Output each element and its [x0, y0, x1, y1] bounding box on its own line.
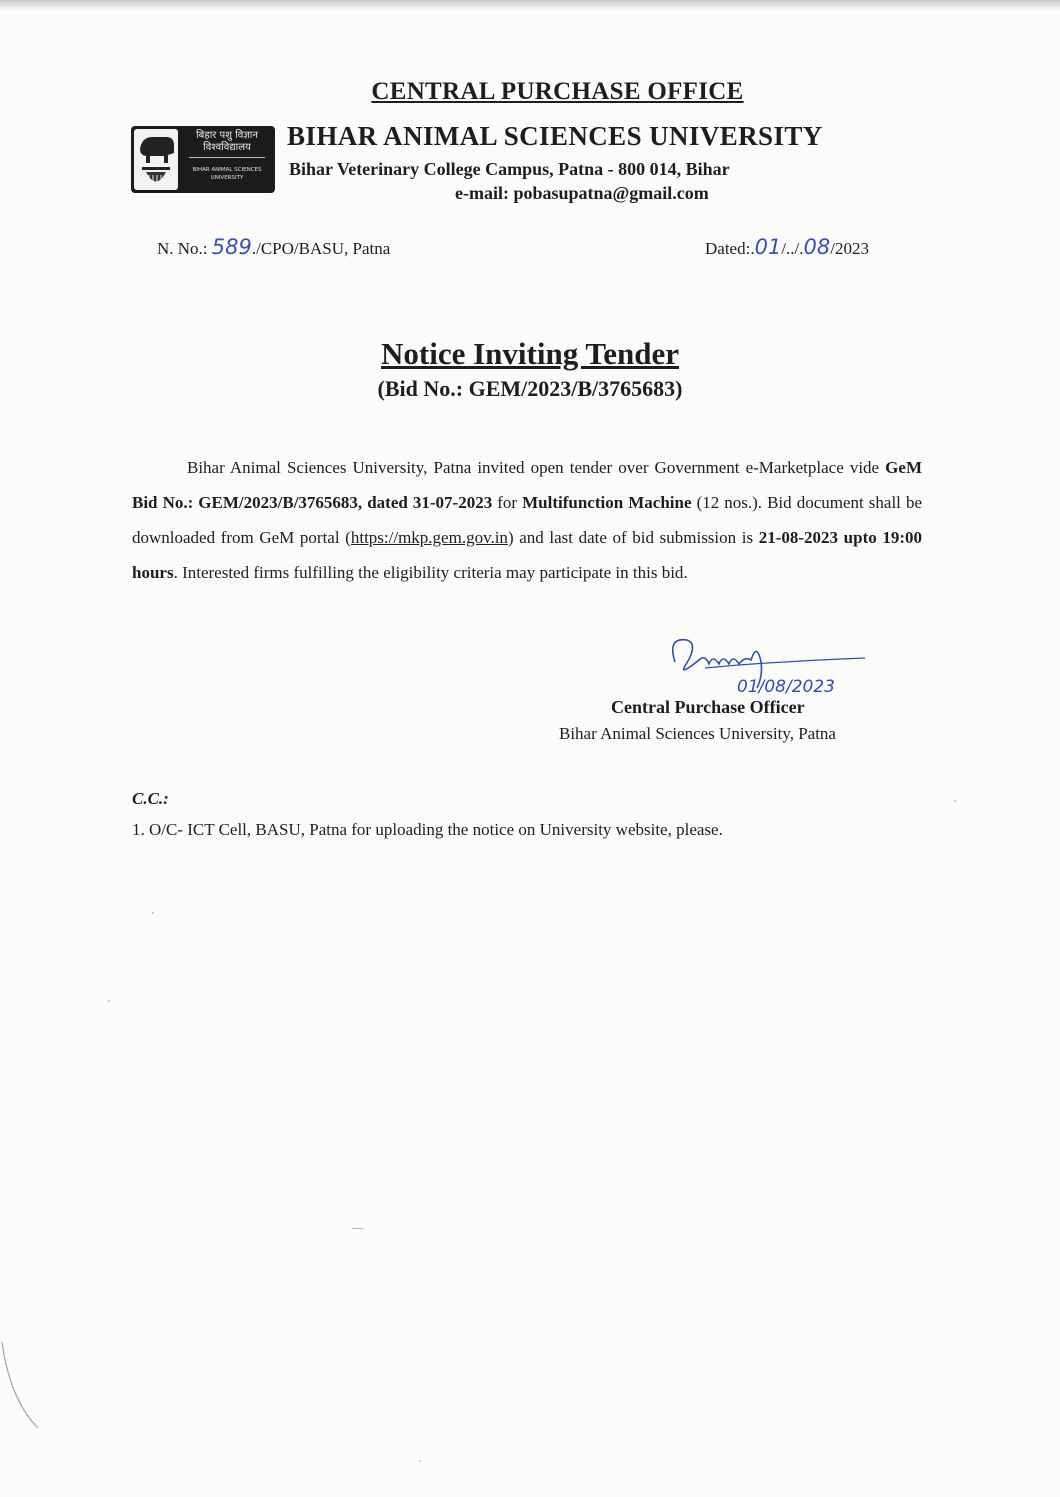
notice-body: Bihar Animal Sciences University, Patna invited open tender over Government e-Marketplace vide GeM Bid No.: GEM/2023/B/3765683, dated 31-07-2023 for Multifunction Machine (12 nos.). Bid document shall be downloaded from GeM portal (https://mkp.gem.gov.in) and last date of bid submission is 21-08-2023 upto 19:00 hours. Interested firms fulfilling the eligibility criteria may participate in this bid.	[132, 458, 922, 582]
signature-date: 01/08/2023	[737, 677, 835, 697]
scan-corner-mark	[0, 1340, 40, 1430]
logo-hindi-text: बिहार पशु विज्ञान विश्वविद्यालय	[196, 130, 258, 153]
scan-speck	[152, 912, 154, 914]
signature	[665, 632, 875, 702]
university-logo	[131, 126, 275, 193]
handwritten-day: 01	[754, 235, 782, 259]
office-title: CENTRAL PURCHASE OFFICE	[371, 78, 744, 105]
handwritten-month: 08	[803, 235, 831, 259]
emblem-icon	[134, 129, 178, 190]
university-address: Bihar Veterinary College Campus, Patna - 800 014, Bihar	[289, 159, 730, 179]
cc-label: C.C.:	[132, 789, 169, 808]
signatory-organization: Bihar Animal Sciences University, Patna	[559, 724, 836, 743]
notice-title: Notice Inviting Tender	[381, 336, 679, 371]
scan-speck	[352, 1228, 364, 1229]
notice-number: N. No.: 589./CPO/BASU, Patna	[157, 235, 391, 259]
notice-date: Dated:.01/../.08/2023	[705, 235, 869, 259]
university-name: BIHAR ANIMAL SCIENCES UNIVERSITY	[287, 121, 823, 151]
item-name: Multifunction Machine	[522, 493, 692, 512]
university-email: e-mail: pobasupatna@gmail.com	[455, 183, 709, 203]
logo-divider	[189, 157, 265, 158]
handwritten-number: 589	[211, 235, 252, 259]
bid-number: (Bid No.: GEM/2023/B/3765683)	[377, 376, 683, 401]
scan-speck	[954, 800, 956, 802]
scan-edge	[0, 0, 1060, 10]
scan-speck	[419, 1460, 421, 1462]
scan-speck	[108, 1000, 110, 1002]
gem-bid-reference: GeM Bid No.: GEM/2023/B/3765683, dated 31-07-2023	[132, 458, 922, 512]
logo-english-text: BIHAR ANIMAL SCIENCES UNIVERSITY	[192, 167, 262, 181]
cc-item: 1. O/C- ICT Cell, BASU, Patna for uploading the notice on University website, please.	[132, 820, 723, 839]
signatory-title: Central Purchase Officer	[611, 697, 805, 717]
submission-deadline: 21-08-2023 upto 19:00 hours	[132, 528, 922, 582]
gem-portal-link[interactable]: https://mkp.gem.gov.in	[350, 528, 508, 547]
